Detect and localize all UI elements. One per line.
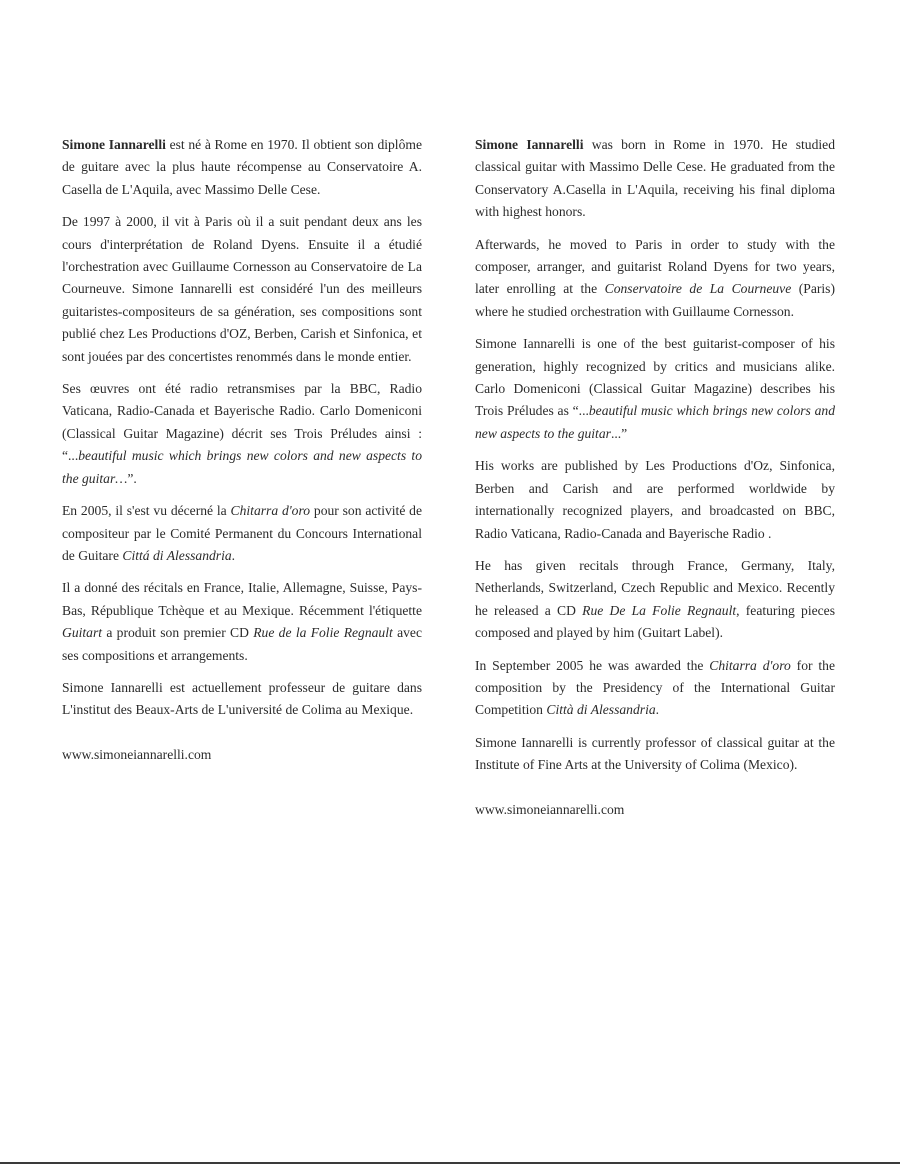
en-cd-title: Rue De La Folie Regnault: [582, 602, 737, 618]
en-paragraph-recitals: He has given recitals through France, Germany, Italy, Netherlands, Switzerland, Czech Republic and Mexico. Recently he released a CD Rue De La Folie Regnault, featuring pieces composed and played by him (Guitart Label).: [475, 557, 836, 641]
fr-paragraph-intro: Simone Iannarelli est né à Rome en 1970. Il obtient son diplôme de guitare avec la plus haute récompense au Conservatoire A. Casella de L'Aquila, avec Massimo Delle Cese.: [62, 137, 422, 197]
en-paragraph-paris: Afterwards, he moved to Paris in order to study with the composer, arranger, and guitarist Roland Dyens for two years, later enrolling at the Conservatoire de La Courneuve (Paris) where he studied orchestration with Guillaume Cornesson.: [475, 236, 835, 319]
en-paragraph-professor: Simone Iannarelli is currently professor of classical guitar at the Institute of Fine Arts at the University of Colima (Mexico).: [475, 734, 835, 773]
en-school-name: Conservatoire de La Courneuve: [604, 281, 792, 297]
fr-cd-title: Rue de la Folie Regnault: [253, 625, 393, 641]
fr-award-name: Chitarra d'oro: [230, 503, 311, 519]
fr-website-url: www.simoneiannarelli.com: [62, 746, 212, 762]
fr-record-label: Guitart: [62, 625, 103, 641]
fr-competition-name: Cittá di Alessandria: [122, 547, 232, 563]
english-biography-column: [475, 134, 835, 831]
en-paragraph-publications: His works are published by Les Productions d'Oz, Sinfonica, Berben and Carish and are performed worldwide by internationally recognized players, and broadcasted on BBC, Radio Vaticana, Radio-Canada and Bayerische Radio .: [475, 458, 835, 541]
fr-paragraph-studies: De 1997 à 2000, il vit à Paris où il a suit pendant deux ans les cours d'interprétation de Roland Dyens. Ensuite il a étudié l'orchestration avec Guillaume Cornesson au Conservatoire de La Courneuve. Simone Iannarelli est considéré l'un des meilleurs guitaristes-compositeurs de sa génération, ses compositions sont publié chez Les Productions d'OZ, Berben, Carish et Sinfonica, et sont jouées par des concertistes renommés dans le monde entier.: [62, 214, 422, 364]
fr-paragraph-award: En 2005, il s'est vu décerné la Chitarra d'oro pour son activité de compositeur par le Comité Permanent du Concours International de Guitare Cittá di Alessandria.: [62, 503, 423, 563]
en-paragraph-recognition: Simone Iannarelli is one of the best guitarist-composer of his generation, highly recognized by critics and musicians alike. Carlo Domeniconi (Classical Guitar Magazine) describes his Trois Préludes as “...beautiful music which brings new colors and new aspects to the guitar...”: [475, 336, 835, 441]
en-press-quote: beautiful music which brings new colors and new aspects to the guitar: [475, 403, 835, 441]
fr-paragraph-broadcasts: Ses œuvres ont été radio retransmises par la BBC, Radio Vaticana, Radio-Canada et Bayerische Radio. Carlo Domeniconi (Classical Guitar Magazine) décrit ses Trois Préludes ainsi : “...beautiful music which brings new colors and new aspects to the guitar…”.: [62, 381, 422, 486]
en-award-name: Chitarra d'oro: [709, 657, 791, 673]
en-paragraph-award: In September 2005 he was awarded the Chitarra d'oro for the composition by the Presidency of the International Guitar Competition Città di Alessandria.: [475, 657, 835, 718]
en-artist-name: Simone Iannarelli: [475, 137, 584, 152]
en-competition-name: Città di Alessandria: [546, 702, 656, 718]
fr-paragraph-professor: Simone Iannarelli est actuellement professeur de guitare dans L'institut des Beaux-Arts de L'université de Colima au Mexique.: [62, 679, 422, 718]
fr-artist-name: Simone Iannarelli: [62, 137, 166, 152]
french-biography-column: [62, 134, 422, 776]
en-paragraph-intro: Simone Iannarelli was born in Rome in 1970. He studied classical guitar with Massimo Delle Cese. He graduated from the Conservatory A.Casella in L'Aquila, receiving his final diploma with highest honors.: [475, 137, 835, 220]
fr-press-quote: beautiful music which brings new colors and new aspects to the guitar…: [62, 448, 422, 486]
en-website-url: www.simoneiannarelli.com: [475, 801, 625, 817]
fr-paragraph-recitals: Il a donné des récitals en France, Italie, Allemagne, Suisse, Pays-Bas, République Tchèque et au Mexique. Récemment l'étiquette Guitart a produit son premier CD Rue de la Folie Regnault avec ses compositions et arrangements.: [62, 580, 422, 663]
